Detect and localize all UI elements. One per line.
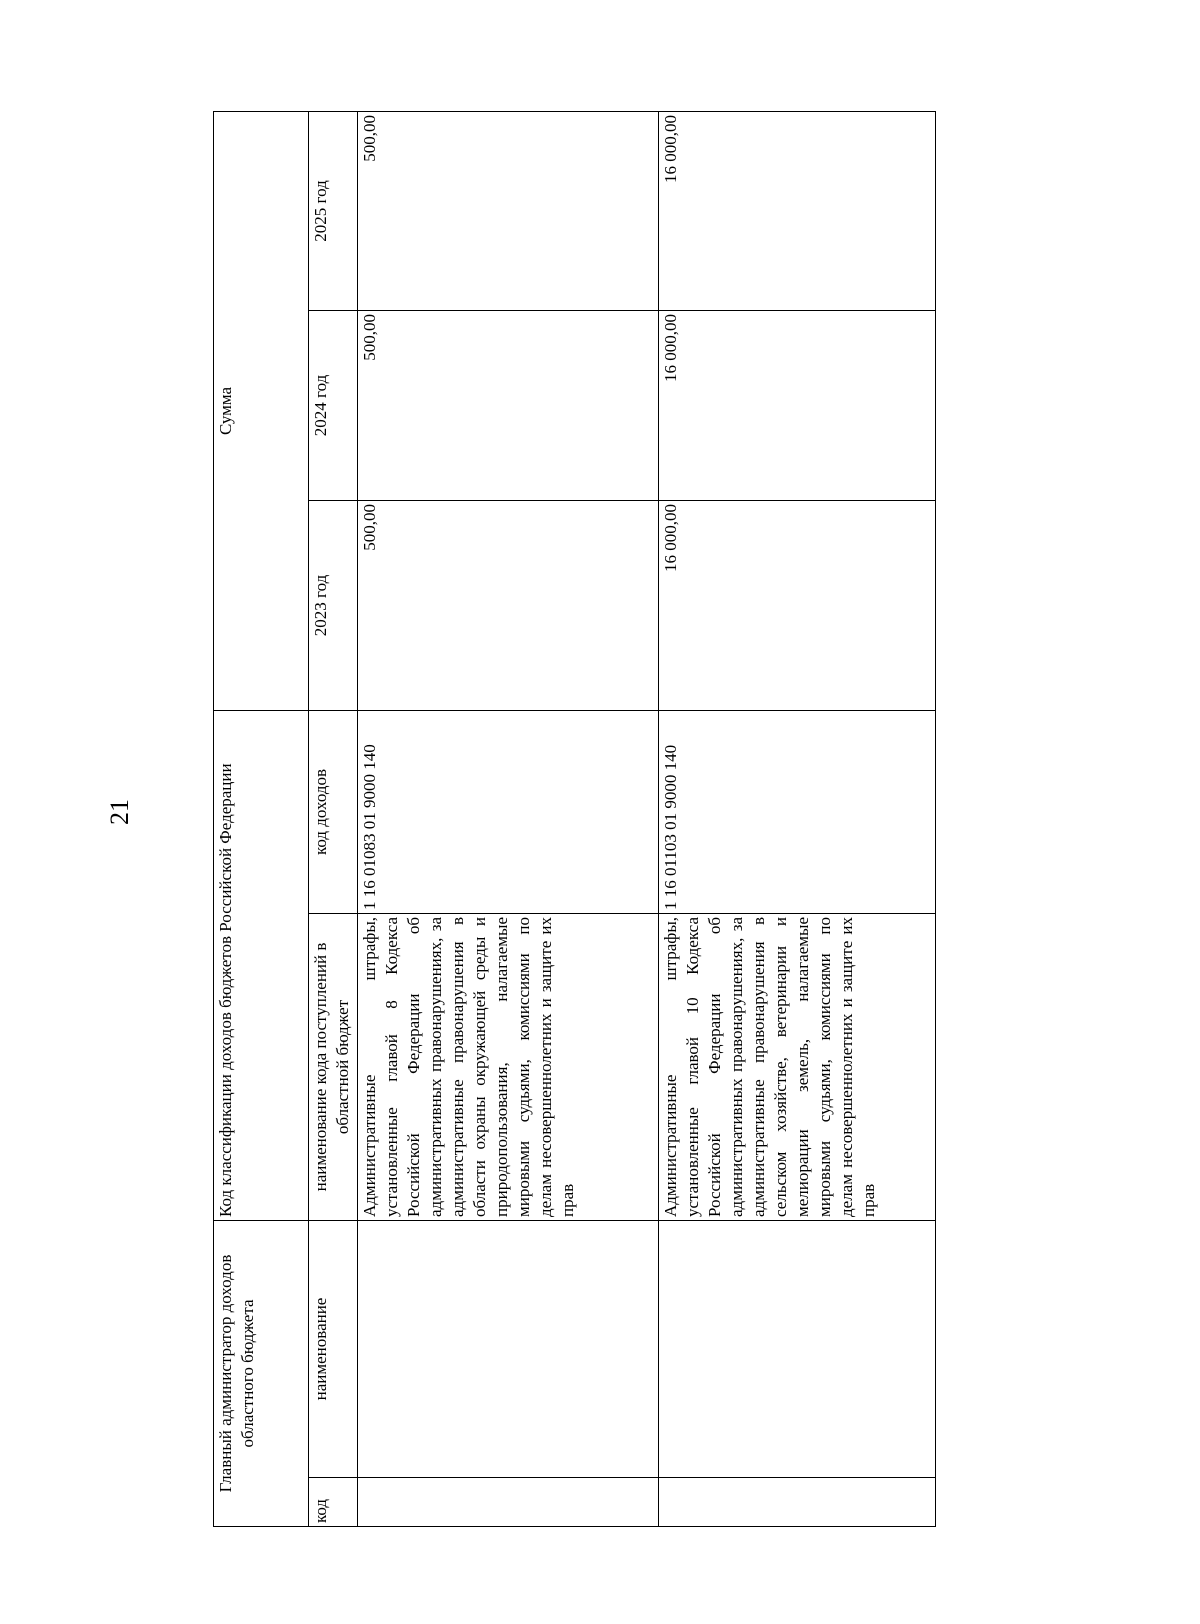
header-year-2023: 2023 год — [309, 500, 358, 710]
header-sum-group: Сумма — [214, 111, 309, 710]
header-name: наименование — [309, 1221, 358, 1478]
row-amount-2023: 16 000,00 — [659, 500, 936, 710]
page-number: 21 — [105, 799, 134, 825]
row-amount-2024: 500,00 — [358, 310, 659, 500]
row-name-cell — [358, 1221, 659, 1478]
row-income-code-cell: 1 16 01103 01 9000 140 — [659, 710, 936, 913]
header-income-name: наименование кода поступлений в областной бюджет — [309, 914, 358, 1221]
row-income-code-cell: 1 16 01083 01 9000 140 — [358, 710, 659, 913]
row-amount-2023: 500,00 — [358, 500, 659, 710]
table-row — [659, 111, 936, 1526]
header-year-2025: 2025 год — [309, 111, 358, 310]
header-income-code: код доходов — [309, 710, 358, 913]
header-row-groups — [214, 111, 309, 1526]
table-row — [358, 111, 659, 1526]
header-code: код — [309, 1478, 358, 1527]
row-code-cell — [358, 1478, 659, 1527]
header-year-2024: 2024 год — [309, 310, 358, 500]
row-name-cell — [659, 1221, 936, 1478]
header-admin-group: Главный администратор доходов областного бюджета — [214, 1221, 309, 1527]
row-income-name-cell: Административные штрафы, установленные главой 8 Кодекса Российской Федерации об административных правонарушениях, за административные правонарушения в области охраны окружающей среды и природопользования, налагаемые мировыми судьями, комиссиями по делам несовершеннолетних и защите их прав — [358, 914, 659, 1221]
rotated-table-container — [213, 112, 935, 1527]
header-row-columns — [309, 111, 358, 1526]
header-classification-group: Код классификации доходов бюджетов Российской Федерации — [214, 710, 309, 1220]
row-amount-2024: 16 000,00 — [659, 310, 936, 500]
income-classification-table — [213, 111, 936, 1527]
row-income-name-cell: Административные штрафы, установленные главой 10 Кодекса Российской Федерации об административных правонарушениях, за административные правонарушения в сельском хозяйстве, ветеринарии и мелиорации земель, налагаемые мировыми судьями, комиссиями по делам несовершеннолетних и защите их прав — [659, 914, 936, 1221]
row-amount-2025: 500,00 — [358, 111, 659, 310]
row-amount-2025: 16 000,00 — [659, 111, 936, 310]
row-code-cell — [659, 1478, 936, 1527]
